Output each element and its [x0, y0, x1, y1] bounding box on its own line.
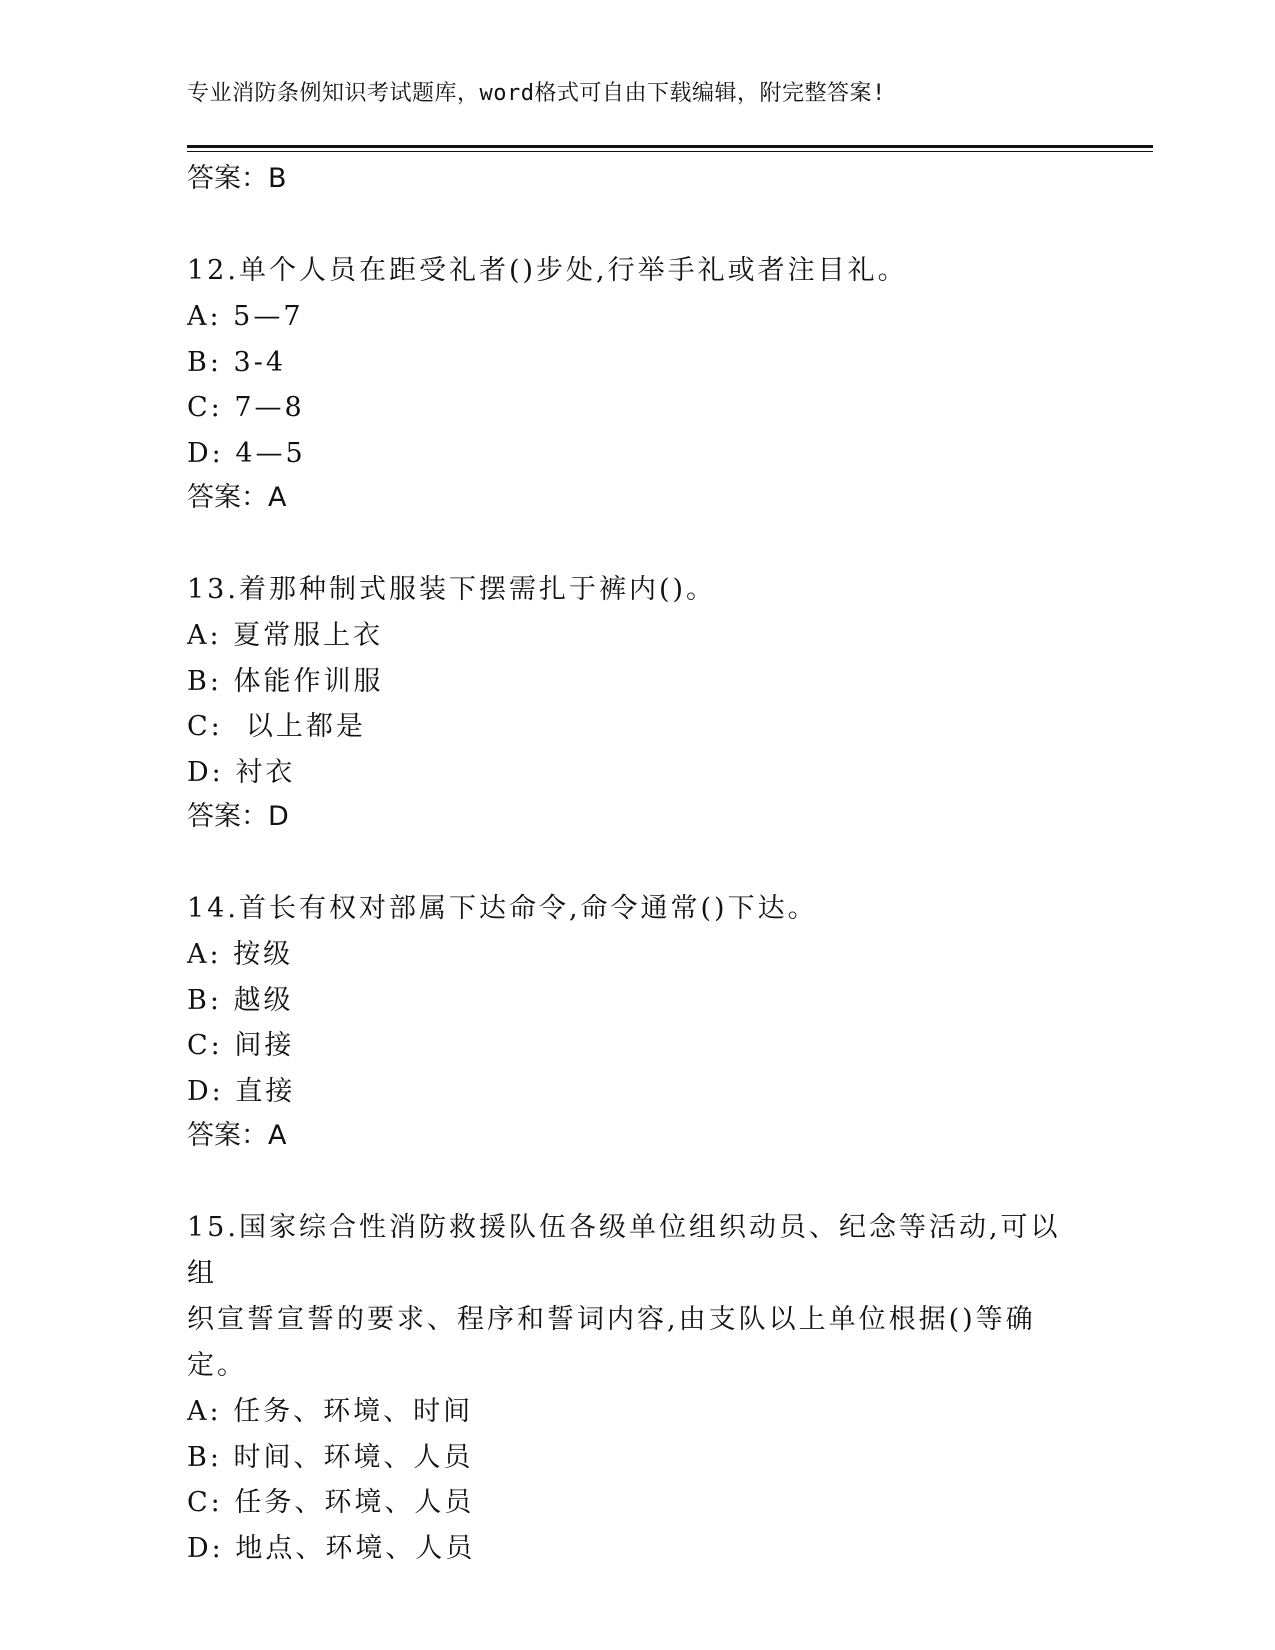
question-15 — [187, 1205, 1087, 1571]
option-a: A: 夏常服上衣 — [187, 620, 384, 651]
answer-line: 答案：A — [187, 482, 287, 513]
option-c: C: 7—8 — [187, 392, 305, 423]
option-b: B: 时间、环境、人员 — [187, 1441, 474, 1473]
question-stem-line-2: 织宣誓宣誓的要求、程序和誓词内容,由支队以上单位根据()等确定。 — [187, 1304, 1036, 1381]
option-a: A: 任务、环境、时间 — [187, 1396, 474, 1427]
option-d: D: 衬衣 — [187, 756, 296, 788]
option-c: C: 间接 — [187, 1030, 295, 1061]
option-b: B: 越级 — [187, 984, 294, 1016]
option-d: D: 地点、环境、人员 — [187, 1532, 476, 1564]
answer-line: 答案：D — [187, 801, 289, 832]
question-stem: 13.着那种制式服装下摆需扎于裤内()。 — [187, 574, 717, 605]
answer-line: 答案：B — [187, 163, 287, 194]
page-header: 专业消防条例知识考试题库，word格式可自由下载编辑，附完整答案! — [187, 81, 886, 106]
question-13 — [187, 567, 1087, 839]
option-d: D: 4—5 — [187, 437, 306, 469]
option-a: A: 5—7 — [187, 301, 304, 332]
question-stem: 14.首长有权对部属下达命令,命令通常()下达。 — [187, 893, 818, 924]
option-d: D: 直接 — [187, 1075, 296, 1107]
question-stem: 12.单个人员在距受礼者()步处,行举手礼或者注目礼。 — [187, 255, 908, 286]
header-rule-thin — [187, 151, 1153, 152]
header-rule-thick — [187, 145, 1153, 148]
option-c: C: 以上都是 — [187, 711, 366, 742]
option-b: B: 体能作训服 — [187, 665, 384, 697]
question-12 — [187, 248, 1087, 520]
question-stem-line-1: 15.国家综合性消防救援队伍各级单位组织动员、纪念等活动,可以组 — [187, 1212, 1061, 1289]
option-c: C: 任务、环境、人员 — [187, 1487, 475, 1518]
question-14 — [187, 886, 1087, 1158]
question-list — [187, 155, 1087, 1571]
option-a: A: 按级 — [187, 939, 294, 970]
answer-line: 答案：A — [187, 1120, 287, 1151]
option-b: B: 3-4 — [187, 346, 286, 378]
